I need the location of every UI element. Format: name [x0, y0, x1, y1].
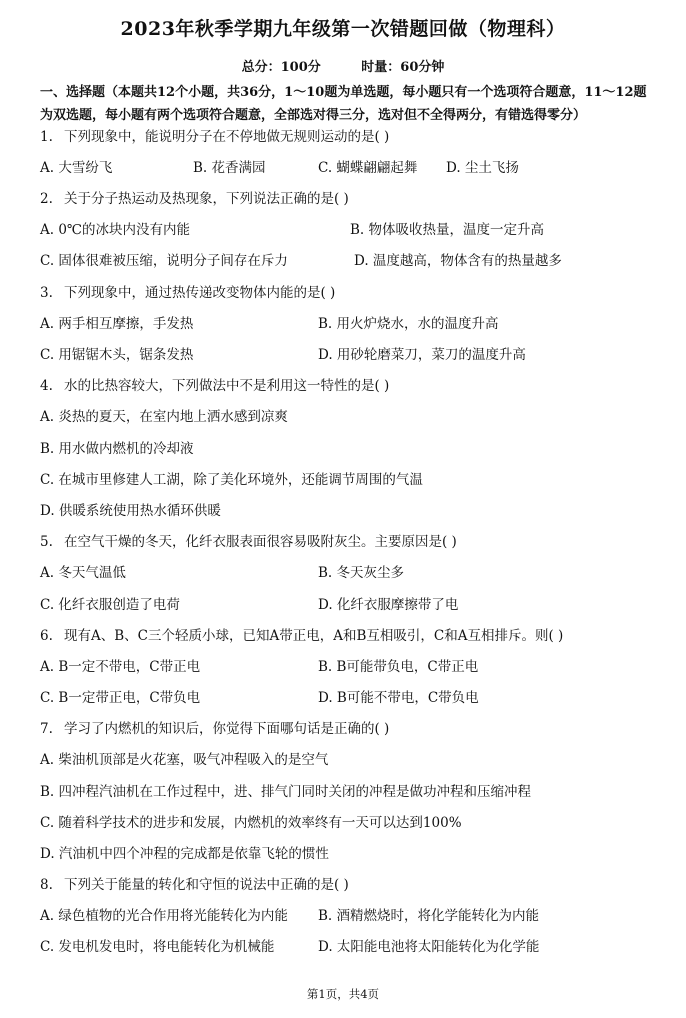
q1-option-d: D. 尘土飞扬: [446, 160, 519, 176]
q2-option-a: A. 0℃的冰块内没有内能: [40, 222, 191, 238]
q6-option-c: C. B一定带正电，C带负电: [40, 690, 201, 706]
q5-option-a: A. 冬天气温低: [40, 565, 126, 581]
q7-option-c: C. 随着科学技术的进步和发展，内燃机的效率终有一天可以达到100%: [40, 815, 462, 831]
q7-option-d: D. 汽油机中四个冲程的完成都是依靠飞轮的惯性: [40, 846, 329, 862]
question-3-stem: 3. 下列现象中，通过热传递改变物体内能的是( ): [40, 285, 336, 301]
question-4-stem: 4. 水的比热容较大，下列做法中不是利用这一特性的是( ): [40, 378, 390, 394]
q4-option-a: A. 炎热的夏天，在室内地上洒水感到凉爽: [40, 409, 288, 425]
q5-option-b: B. 冬天灰尘多: [318, 565, 405, 581]
q7-option-a: A. 柴油机顶部是火花塞，吸气冲程吸入的是空气: [40, 752, 329, 768]
q4-option-b: B. 用水做内燃机的冷却液: [40, 441, 194, 457]
question-1-stem: 1. 下列现象中，能说明分子在不停地做无规则运动的是( ): [40, 129, 390, 145]
question-2-stem: 2. 关于分子热运动及热现象，下列说法正确的是( ): [40, 191, 349, 207]
q3-option-b: B. 用火炉烧水，水的温度升高: [318, 316, 499, 332]
q3-option-d: D. 用砂轮磨菜刀，菜刀的温度升高: [318, 347, 526, 363]
q8-option-c: C. 发电机发电时，将电能转化为机械能: [40, 939, 275, 955]
q4-option-c: C. 在城市里修建人工湖，除了美化环境外，还能调节周围的气温: [40, 472, 423, 488]
q4-option-d: D. 供暖系统使用热水循环供暖: [40, 503, 221, 519]
q1-option-a: A. 大雪纷飞: [40, 160, 113, 176]
exam-title: 2023年秋季学期九年级第一次错题回做（物理科）: [120, 18, 566, 40]
q8-option-a: A. 绿色植物的光合作用将光能转化为内能: [40, 908, 288, 924]
total-score: 总分：100分: [241, 60, 321, 75]
exam-meta: [0, 56, 686, 75]
question-7-stem: 7. 学习了内燃机的知识后，你觉得下面哪句话是正确的( ): [40, 721, 390, 737]
exam-time: 时量：60分钟: [361, 60, 445, 75]
question-5-stem: 5. 在空气干燥的冬天，化纤衣服表面很容易吸附灰尘。主要原因是( ): [40, 534, 457, 550]
q1-option-b: B. 花香满园: [193, 160, 266, 176]
q3-option-c: C. 用锯锯木头，锯条发热: [40, 347, 194, 363]
page-footer: 第1页，共4页: [306, 987, 380, 1001]
q2-option-d: D. 温度越高，物体含有的热量越多: [354, 253, 562, 269]
q8-option-d: D. 太阳能电池将太阳能转化为化学能: [318, 939, 540, 955]
q6-option-d: D. B可能不带电，C带负电: [318, 690, 479, 706]
section-heading: 一、选择题（本题共12个小题，共36分，1～10题为单选题，每小题只有一个选项符合题意，11～12题为双选题，每小题有两个选项符合题意，全部选对得三分，选对但不全得两分，有错选得零分）: [40, 85, 647, 123]
q3-option-a: A. 两手相互摩擦，手发热: [40, 316, 194, 332]
q7-option-b: B. 四冲程汽油机在工作过程中，进、排气门同时关闭的冲程是做功冲程和压缩冲程: [40, 784, 532, 800]
question-8-stem: 8. 下列关于能量的转化和守恒的说法中正确的是( ): [40, 877, 349, 893]
question-6-stem: 6. 现有A、B、C三个轻质小球，已知A带正电，A和B互相吸引，C和A互相排斥。则( ): [40, 628, 564, 644]
q8-option-b: B. 酒精燃烧时，将化学能转化为内能: [318, 908, 540, 924]
q6-option-b: B. B可能带负电，C带正电: [318, 659, 479, 675]
q5-option-c: C. 化纤衣服创造了电荷: [40, 597, 180, 613]
q2-option-b: B. 物体吸收热量，温度一定升高: [350, 222, 545, 238]
q1-option-c: C. 蝴蝶翩翩起舞: [318, 160, 418, 176]
q2-option-c: C. 固体很难被压缩，说明分子间存在斥力: [40, 253, 288, 269]
q5-option-d: D. 化纤衣服摩擦带了电: [318, 597, 459, 613]
q6-option-a: A. B一定不带电，C带正电: [40, 659, 201, 675]
